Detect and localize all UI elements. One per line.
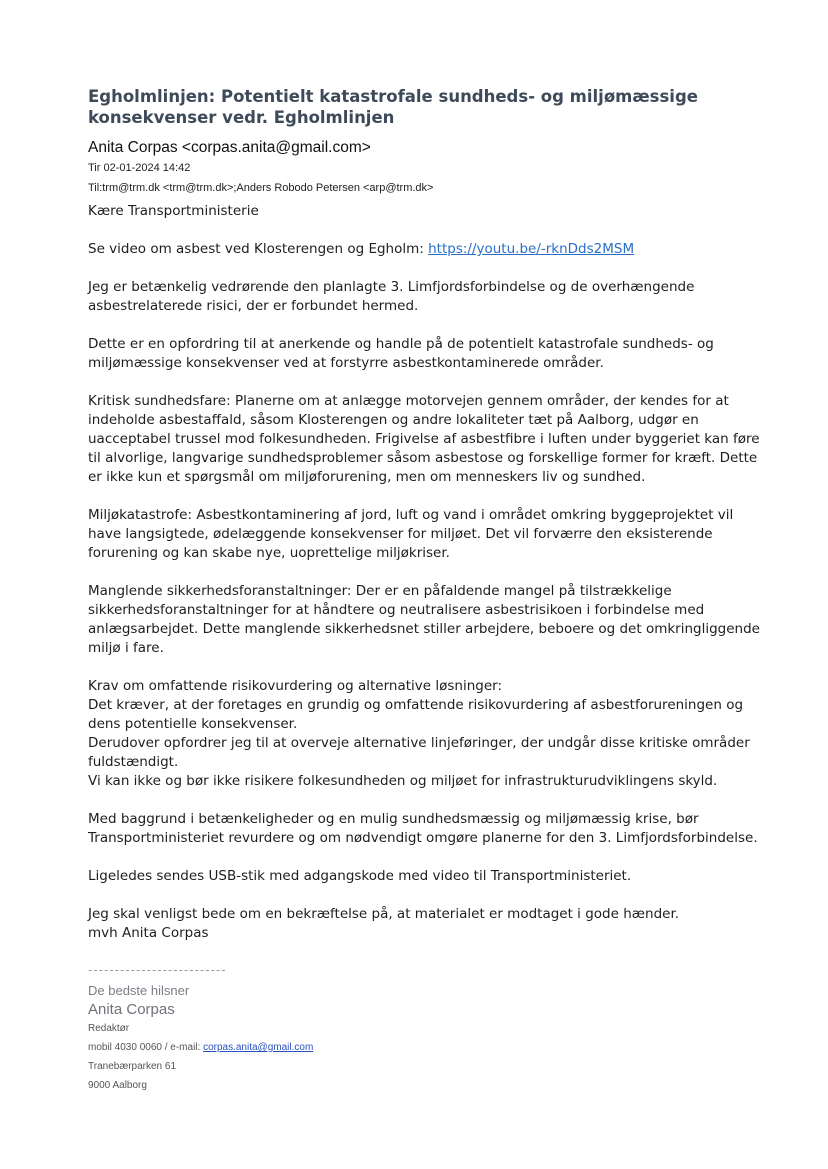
paragraph-9-line-1: Jeg skal venligst bede om en bekræftelse på, at materialet er modtaget i gode hænder. — [88, 906, 680, 922]
paragraph-1: Jeg er betænkelig vedrørende den planlagte 3. Limfjordsforbindelse og de overhængende asbestrelaterede risici, der er forbundet hermed. — [88, 279, 695, 314]
paragraph-6-line-2: Derudover opfordrer jeg til at overveje alternative linjeføringer, der undgår disse kritiske områder fuldstændigt. — [88, 735, 750, 770]
signature-city: 9000 Aalborg — [88, 1080, 147, 1091]
paragraph-6-line-3: Vi kan ikke og bør ikke risikere folkesundheden og miljøet for infrastrukturudviklingens skyld. — [88, 773, 718, 789]
email-document — [88, 86, 768, 1095]
email-body — [88, 202, 768, 943]
paragraph-4: Miljøkatastrofe: Asbestkontaminering af jord, luft og vand i området omkring byggeprojektet vil have langsigtede, ødelæggende konsekvenser for miljøet. Det vil forværre den eksisterende forurening og kan skabe nye, uoprettelige miljøkriser. — [88, 507, 734, 561]
video-paragraph — [88, 240, 768, 259]
video-text: Se video om asbest ved Klosterengen og Egholm: — [88, 241, 429, 257]
signature-divider: -------------------------- — [88, 962, 227, 977]
signature-regards: De bedste hilsner — [88, 983, 190, 998]
paragraph-3: Kritisk sundhedsfare: Planerne om at anlægge motorvejen gennem områder, der kendes for at indeholde asbestaffald, såsom Klosterengen og andre lokaliteter tæt på Aalborg, udgør en uacceptabel trussel mod folkesundheden. Frigivelse af asbestfibre i luften under byggeriet kan føre til alvorlige, langvarige sundhedsproblemer såsom asbestose og forskellige former for kræft. Dette er ikke kun et spørgsmål om miljøforurening, men om menneskers liv og sundhed. — [88, 393, 760, 485]
closing-sign-off: mvh Anita Corpas — [88, 925, 209, 941]
paragraph-6 — [88, 677, 768, 791]
paragraph-6-title: Krav om omfattende risikovurdering og alternative løsninger: — [88, 678, 502, 694]
paragraph-6-line-1: Det kræver, at der foretages en grundig og omfattende risikovurdering af asbestforureningen og dens potentielle konsekvenser. — [88, 697, 744, 732]
signature-name: Anita Corpas — [88, 1001, 175, 1018]
signature-street: Tranebærparken 61 — [88, 1061, 177, 1072]
paragraph-9 — [88, 905, 768, 943]
paragraph-2: Dette er en opfordring til at anerkende og handle på de potentielt katastrofale sundheds- og miljømæssige konsekvenser ved at forstyrre asbestkontaminerede områder. — [88, 336, 714, 371]
paragraph-5: Manglende sikkerhedsforanstaltninger: Der er en påfaldende mangel på tilstrækkelige sikkerhedsforanstaltninger for at håndtere og neutralisere asbestrisikoen i forbindelse med anlægsarbejdet. Dette manglende sikkerhedsnet stiller arbejdere, beboere og det omkringliggende miljø i fare. — [88, 583, 760, 656]
video-link[interactable]: https://youtu.be/-rknDds2MSM — [428, 241, 635, 257]
greeting: Kære Transportministerie — [88, 203, 259, 219]
signature-contact — [88, 1038, 768, 1057]
email-subject: Egholmlinjen: Potentielt katastrofale sundheds- og miljømæssige konsekvenser vedr. Egholmlinjen — [88, 87, 698, 127]
email-date: Tir 02-01-2024 14:42 — [88, 162, 191, 174]
email-sender: Anita Corpas <corpas.anita@gmail.com> — [88, 139, 371, 156]
paragraph-7: Med baggrund i betænkeligheder og en mulig sundhedsmæssig og miljømæssig krise, bør Transportministeriet revurdere og om nødvendigt omgøre planerne for den 3. Limfjordsforbindelse. — [88, 811, 758, 846]
email-recipients: Til:trm@trm.dk <trm@trm.dk>;Anders Robodo Petersen <arp@trm.dk> — [88, 182, 434, 194]
email-signature — [88, 962, 768, 1095]
signature-title: Redaktør — [88, 1023, 130, 1034]
signature-contact-prefix: mobil 4030 0060 / e-mail: — [88, 1042, 204, 1053]
paragraph-8: Ligeledes sendes USB-stik med adgangskode med video til Transportministeriet. — [88, 868, 632, 884]
signature-email-link[interactable]: corpas.anita@gmail.com — [203, 1042, 314, 1053]
